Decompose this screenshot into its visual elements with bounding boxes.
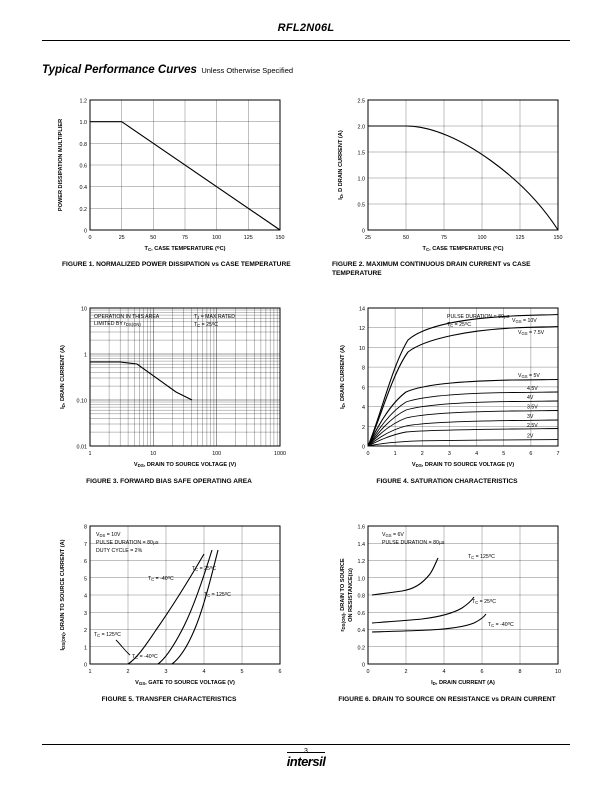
fig3-annot-1: OPERATION IN THIS AREA [94,314,160,320]
fig4-legend-2: 2V [527,433,534,440]
svg-text:0: 0 [88,235,92,241]
figure-5-caption: FIGURE 5. TRANSFER CHARACTERISTICS [101,696,237,703]
svg-text:1.0: 1.0 [357,176,365,183]
svg-text:4: 4 [84,593,87,600]
fig5-annot-2: PULSE DURATION = 80µs [96,540,159,546]
fig3-chart [44,300,294,475]
page-number: 3 [304,748,308,755]
svg-text:1.4: 1.4 [357,541,365,548]
fig2-chart [322,92,572,257]
svg-text:7: 7 [556,451,560,457]
fig3-ylabel: ID, DRAIN CURRENT (A) [60,345,66,409]
fig4-legend-45: 4.5V [527,386,538,392]
svg-text:75: 75 [182,235,188,241]
figure-4 [322,300,572,487]
svg-text:2: 2 [362,424,365,431]
section-title: Typical Performance Curves [42,64,197,76]
fig1-chart [44,92,294,257]
svg-text:6: 6 [278,669,282,675]
svg-text:0.4: 0.4 [357,628,365,634]
fig3-annot-3: TJ = MAX RATED [194,314,236,320]
svg-text:0: 0 [362,228,365,235]
svg-text:10: 10 [150,451,157,457]
svg-text:12: 12 [359,326,365,333]
section-heading [42,60,293,78]
fig6-legend-125: TC = $125^oC$ [468,552,495,560]
svg-text:25: 25 [365,235,371,241]
svg-text:125: 125 [515,235,525,241]
figure-5 [44,518,294,705]
svg-text:10: 10 [555,669,561,675]
fig4-legend-4: 4V [527,395,534,401]
svg-text:0.10: 0.10 [76,398,87,405]
svg-text:5: 5 [502,451,506,457]
fig3-annot-4: TC = $25^oC$ [194,320,218,328]
svg-text:3: 3 [447,451,451,457]
svg-text:0.6: 0.6 [79,163,87,170]
fig5-legend-125b: TC = $125^oC$ [94,630,121,638]
fig5-xlabel: VGS, GATE TO SOURCE VOLTAGE (V) [135,680,235,686]
svg-text:5: 5 [240,669,244,675]
fig6-chart [322,518,572,693]
fig4-legend-vgs10: VGS = 10V [512,318,537,324]
fig5-legend-25: TC = $25^oC$ [192,564,216,572]
svg-text:1: 1 [393,451,397,457]
fig5-annot-3: DUTY CYCLE = 2% [96,548,143,554]
svg-text:10: 10 [359,345,365,352]
svg-text:14: 14 [359,306,365,313]
svg-text:8: 8 [84,524,87,531]
fig6-legend-m40: TC = $-40^oC$ [488,620,514,628]
svg-text:50: 50 [403,235,409,241]
svg-text:2: 2 [420,451,424,457]
svg-text:4: 4 [475,451,479,457]
svg-text:0.4: 0.4 [79,185,87,192]
svg-text:0: 0 [362,444,365,451]
fig5-annot-1: VDS = 10V [96,532,121,538]
fig4-annot-1: PULSE DURATION = 80µs [447,314,510,320]
svg-text:0: 0 [366,669,370,675]
svg-text:0.2: 0.2 [79,206,87,213]
footer-divider [42,744,570,745]
figure-6-caption: FIGURE 6. DRAIN TO SOURCE ON RESISTANCE vs DRAIN CURRENT [338,696,556,703]
fig4-ylabel: ID, DRAIN CURRENT (A) [340,345,346,409]
svg-text:1.2: 1.2 [357,559,365,565]
svg-text:8: 8 [362,365,365,372]
svg-text:6: 6 [480,669,484,675]
figure-3-caption: FIGURE 3. FORWARD BIAS SAFE OPERATING AREA [86,478,252,485]
fig5-ylabel: IDS(ON), DRAIN TO SOURCE CURRENT (A) [60,539,66,651]
logo-text: intersil [286,754,326,769]
svg-text:150: 150 [553,235,563,241]
figure-1-caption: FIGURE 1. NORMALIZED POWER DISSIPATION vs CASE TEMPERATURE [62,261,291,268]
fig5-chart [44,518,294,693]
fig5-legend-125: TC = $125^oC$ [204,590,231,598]
svg-text:3: 3 [84,610,87,617]
svg-text:0: 0 [362,662,365,669]
svg-text:2.5: 2.5 [357,98,365,105]
svg-text:100: 100 [477,235,487,241]
svg-text:0.01: 0.01 [76,444,87,451]
svg-text:0: 0 [84,228,87,235]
fig4-xlabel: VDS, DRAIN TO SOURCE VOLTAGE (V) [411,462,515,468]
fig2-ylabel: ID, D DRAIN CURRENT (A) [338,130,344,200]
svg-text:0.8: 0.8 [357,593,365,600]
fig6-annot-1: VGS = 6V [382,532,404,538]
fig1-xlabel: TC, CASE TEMPERATURE ($^o$C) [144,244,226,252]
svg-text:75: 75 [441,235,447,241]
svg-text:4: 4 [202,669,206,675]
svg-text:1000: 1000 [274,451,286,457]
header-divider [42,40,570,41]
fig6-xlabel: ID, DRAIN CURRENT (A) [431,680,495,686]
svg-text:6: 6 [362,385,365,392]
fig3-xlabel: VDS, DRAIN TO SOURCE VOLTAGE (V) [133,462,237,468]
fig4-legend-25: 2.5V [527,423,538,429]
svg-text:7: 7 [84,541,87,548]
fig6-annot-2: PULSE DURATION = 80µs [382,540,445,546]
fig6-ylabel2: ON RESISTANCE(Ω) [348,568,354,622]
svg-text:0.2: 0.2 [357,645,365,652]
svg-text:50: 50 [150,235,157,241]
svg-text:0.6: 0.6 [357,610,365,617]
svg-text:125: 125 [243,235,253,241]
svg-text:8: 8 [518,669,522,675]
svg-text:10: 10 [81,306,87,313]
figure-4-caption: FIGURE 4. SATURATION CHARACTERISTICS [376,478,518,485]
svg-text:1.0: 1.0 [357,576,365,583]
svg-text:2.0: 2.0 [357,124,365,131]
svg-text:6: 6 [84,559,87,565]
figure-2-caption: FIGURE 2. MAXIMUM CONTINUOUS DRAIN CURRENT vs CASE TEMPERATURE [332,261,531,277]
fig6-legend-25: TC = $25^oC$ [472,597,496,605]
svg-text:4: 4 [442,669,446,675]
svg-text:3: 3 [164,669,168,675]
svg-text:100: 100 [212,235,222,241]
company-logo [0,752,612,771]
svg-text:0: 0 [366,451,370,457]
figure-2 [322,92,572,279]
fig2-xlabel: TC, CASE TEMPERATURE ($^o$C) [422,244,504,252]
fig4-legend-35: 3.5V [527,404,538,411]
fig4-legend-vgs5: VGS = 5V [518,373,540,379]
fig6-ylabel: rDS(ON), DRAIN TO SOURCE [340,558,346,632]
svg-text:5: 5 [84,576,87,583]
figure-1 [44,92,294,270]
svg-text:150: 150 [275,235,285,241]
svg-text:2: 2 [404,669,408,675]
svg-text:0: 0 [84,662,87,669]
fig3-annot-2: LIMITED BY rDS(ON) [94,321,141,327]
svg-text:1.0: 1.0 [79,120,87,127]
fig4-legend-3: 3V [527,414,534,420]
svg-text:0.5: 0.5 [357,202,365,209]
fig4-annot-2: TC = $25^oC$ [447,320,471,328]
svg-text:1: 1 [84,352,87,359]
svg-text:1.6: 1.6 [357,524,365,531]
section-subtitle: Unless Otherwise Specified [201,66,294,75]
svg-text:4: 4 [362,405,365,411]
fig1-ylabel: POWER DISSIPATION MULTIPLIER [58,118,64,212]
svg-text:2: 2 [126,669,130,675]
svg-text:25: 25 [118,235,125,241]
svg-text:1: 1 [88,669,92,675]
svg-text:1: 1 [88,451,92,457]
svg-text:1: 1 [84,645,87,652]
svg-text:1.5: 1.5 [357,150,365,157]
svg-text:6: 6 [529,451,533,457]
figure-3 [44,300,294,487]
page-title: RFL2N06L [277,22,335,34]
svg-text:0.8: 0.8 [79,141,87,148]
svg-text:1.2: 1.2 [79,98,87,105]
figure-6 [322,518,572,705]
fig5-legend-m40b: TC = $-40^oC$ [132,652,158,660]
fig5-legend-m40: TC = $-40^oC$ [148,574,174,582]
fig4-legend-vgs75: VGS = 7.5V [518,330,545,336]
svg-text:100: 100 [212,451,222,457]
fig4-chart [322,300,572,475]
svg-text:2: 2 [84,628,87,634]
